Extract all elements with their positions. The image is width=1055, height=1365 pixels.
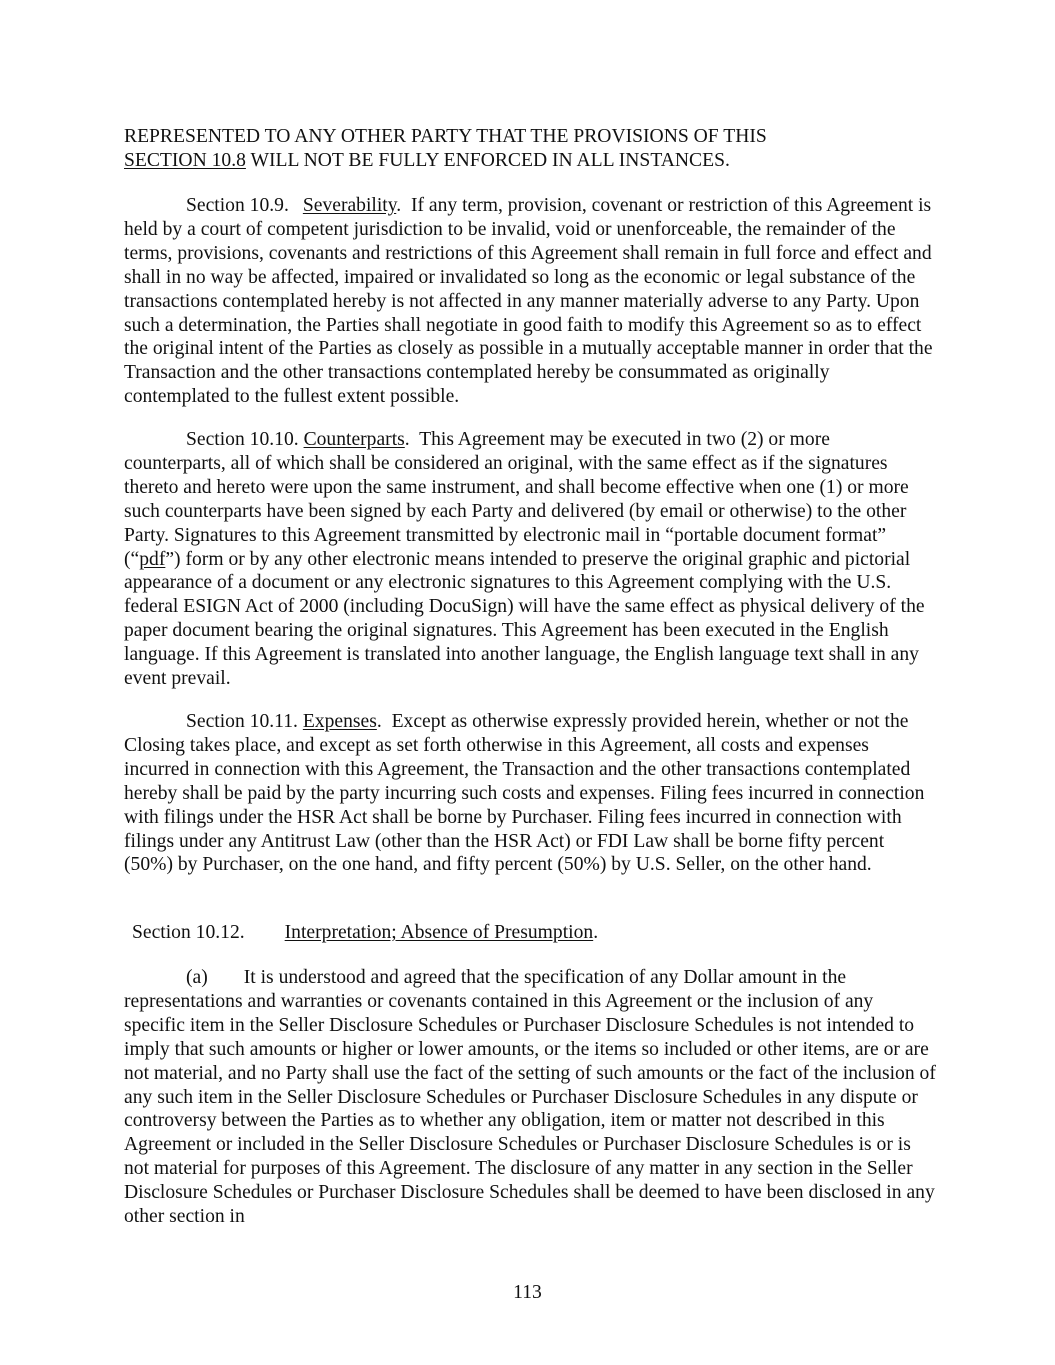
section-10-12-heading-line: Section 10.12. Interpretation; Absence of Presumption. [132,922,599,943]
section-body: If any term, provision, covenant or restriction of this Agreement is held by a court of competent jurisdiction to be invalid, void or unenforceable, the remainder of the terms, provisions, covenants and restrictions of this Agreement shall remain in full force and effect and shall in no way be affected, impaired or invalidated so long as the economic or legal substance of the transactions contemplated hereby is not affected in any manner materially adverse to any Party. Upon such a determination, the Parties shall negotiate in good faith to modify this Agreement so as to effect the original intent of the Parties as closely as possible in a mutually acceptable manner in order that the Transaction and the other transactions contemplated hereby be consummated as originally contemplated to the fullest extent possible. [124,195,933,408]
section-10-12-a [124,966,936,1229]
pdf-term: pdf [139,548,166,570]
section-heading: Expenses [302,711,377,732]
section-number: Section 10.9. [186,195,289,216]
section-10-9: Section 10.9. Severability. If any term, provision, covenant or restriction of this Agreement is held by a court of competent jurisdiction to be invalid, void or unenforceable, the remainder of the terms, provisions, covenants and restrictions of this Agreement shall remain in full force and effect and shall in no way be affected, impaired or invalidated so long as the economic or legal substance of the transactions contemplated hereby is not affected in any manner materially adverse to any Party. Upon such a determination, the Parties shall negotiate in good faith to modify this Agreement so as to effect the original intent of the Parties as closely as possible in a mutually acceptable manner in order that the Transaction and the other transactions contemplated hereby be consummated as originally contemplated to the fullest extent possible. [124,195,933,408]
caps-line-2: WILL NOT BE FULLY ENFORCED IN ALL INSTANCES. [245,149,730,171]
section-10-10: Section 10.10. Counterparts. This Agreement may be executed in two (2) or more counterparts, all of which shall be considered an original, with the same effect as if the signatures thereto and hereto were upon the same instrument, and shall become effective when one (1) or more such counterparts have been signed by each Party and delivered (by email or otherwise) to the other Party. Signatures to this Agreement transmitted by electronic mail in “portable document format” (“pdf”) form or by any other electronic means intended to preserve the original graphic and pictorial appearance of a document or any electronic signatures to this Agreement complying with the U.S. federal ESIGN Act of 2000 (including DocuSign) will have the same effect as physical delivery of the paper document bearing the original signatures. This Agreement has been executed in the English language. If this Agreement is translated into another language, the English language text shall in any event prevail. [124,429,925,690]
subsection-body: It is understood and agreed that the specification of any Dollar amount in the representations and warranties or covenants contained in this Agreement or the inclusion of any specific item in the Seller Disclosure Schedules or Purchaser Disclosure Schedules is not intended to imply that such amounts or higher or lower amounts, or the items so included or other items, are or are not material, and no Party shall use the fact of the setting of such amounts or the fact of the inclusion of any such item in the Seller Disclosure Schedules or Purchaser Disclosure Schedules in any dispute or controversy between the Parties as to whether any obligation, item or matter not described in this Agreement or included in the Seller Disclosure Schedules or Purchaser Disclosure Schedules is or is not material for purposes of this Agreement. The disclosure of any matter in any section in the Seller Disclosure Schedules or Purchaser Disclosure Schedules shall be deemed to have been disclosed in any other section in [124,967,936,1228]
section-heading: Severability [302,195,397,216]
section-10-11: Section 10.11. Expenses. Except as otherwise expressly provided herein, whether or not the Closing takes place, and except as set forth otherwise in this Agreement, all costs and expenses incurred in connection with this Agreement, the Transaction and the other transactions contemplated hereby shall be paid by the party incurring such costs and expenses. Filing fees incurred in connection with filings under the HSR Act shall be borne by Purchaser. Filing fees incurred in connection with filings under any Antitrust Law (other than the HSR Act) or FDI Law shall be borne fifty percent (50%) by Purchaser, on the one hand, and fifty percent (50%) by U.S. Seller, on the other hand. [124,711,925,876]
caps-line-1: REPRESENTED TO ANY OTHER PARTY THAT THE PROVISIONS OF THIS [124,126,767,147]
section-body-part-2: ”) form or by any other electronic means intended to preserve the original graphic and pictorial appearance of a document or any electronic signatures to this Agreement complying with the U.S. federal ESIGN Act of 2000 (including DocuSign) will have the same effect as physical delivery of the paper document bearing the original signatures. This Agreement has been executed in the English language. If this Agreement is translated into another language, the English language text shall in any event prevail. [124,548,925,690]
section-body: Except as otherwise expressly provided herein, whether or not the Closing takes place, and except as set forth otherwise in this Agreement, all costs and expenses incurred in connection with this Agreement, the Transaction and the other transactions contemplated hereby shall be paid by the party incurring such costs and expenses. Filing fees incurred in connection with filings under the HSR Act shall be borne by Purchaser. Filing fees incurred in connection with filings under any Antitrust Law (other than the HSR Act) or FDI Law shall be borne fifty percent (50%) by Purchaser, on the one hand, and fifty percent (50%) by U.S. Seller, on the other hand. [124,711,925,876]
section-number: Section 10.12. [132,922,245,943]
section-heading: Interpretation; Absence of Presumption [284,922,594,943]
caps-paragraph [124,125,936,173]
subsection-label: (a) [186,967,208,988]
section-10-8-reference[interactable]: SECTION 10.8 [124,149,246,171]
page-number: 113 [513,1282,542,1303]
section-body-part-1: This Agreement may be executed in two (2) or more counterparts, all of which shall be considered an original, with the same effect as if the signatures thereto and hereto were upon the same instrument, and shall become effective when one (1) or more such counterparts have been signed by each Party and delivered (by email or otherwise) to the other Party. Signatures to this Agreement transmitted by electronic mail in “portable document format” (“ [124,429,909,570]
section-number: Section 10.11. [186,711,298,732]
section-number: Section 10.10. [186,429,299,450]
section-heading: Counterparts [303,429,405,450]
